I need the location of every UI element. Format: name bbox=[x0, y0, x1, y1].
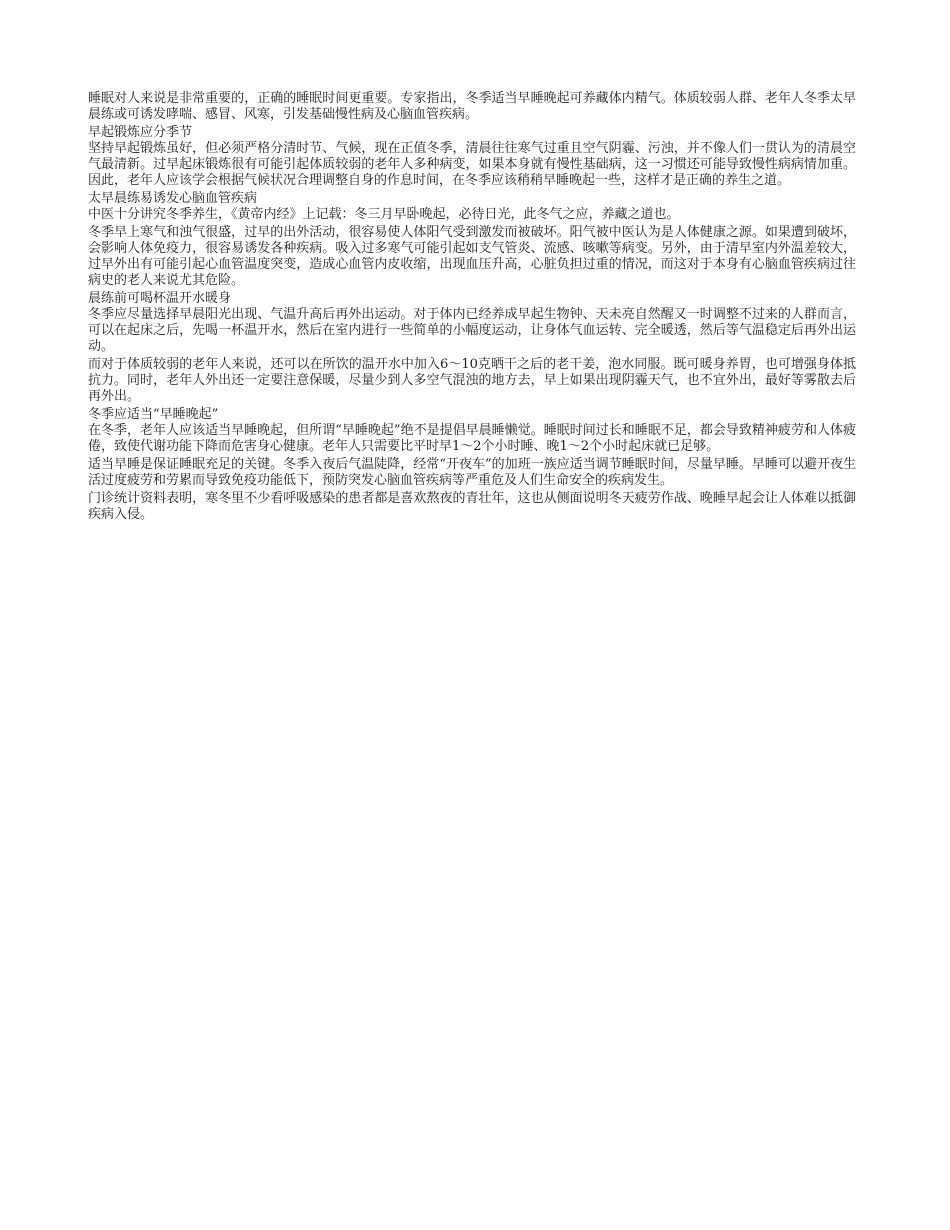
paragraph-sleep-key: 适当早睡是保证睡眠充足的关键。冬季入夜后气温陡降，经常“开夜车”的加班一族应适当调节睡眠时间，尽量早睡。早睡可以避开夜生活过度疲劳和劳累而导致免疫功能低下，预防突发心脑血管疾病等严重危及人们生命安全的疾病发生。 bbox=[88, 457, 856, 488]
section-heading-exercise-season: 早起锻炼应分季节 bbox=[88, 125, 193, 140]
section-heading-warm-water: 晨练前可喝杯温开水暖身 bbox=[88, 291, 232, 306]
paragraph-warm-water: 冬季应尽量选择早晨阳光出现、气温升高后再外出运动。对于体内已经养成早起生物钟、天未亮自然醒又一时调整不过来的人群而言，可以在起床之后，先喝一杯温开水，然后在室内进行一些简单的小幅度运动，让身体气血运转、完全暖透，然后等气温稳定后再外出运动。 bbox=[88, 307, 856, 354]
paragraph-sleep-early: 在冬季，老年人应该适当早睡晚起，但所谓“早睡晚起”绝不是提倡早晨睡懒觉。睡眠时间过长和睡眠不足，都会导致精神疲劳和人体疲倦，致使代谢功能下降而危害身心健康。老年人只需要比平时早1～2个小时睡、晚1～2个小时起床就已足够。 bbox=[88, 423, 856, 454]
paragraph-ginger: 而对于体质较弱的老年人来说，还可以在所饮的温开水中加入6～10克晒干之后的老干姜，泡水同服。既可暖身养胃，也可增强身体抵抗力。同时，老年人外出还一定要注意保暖，尽量少到人多空气混浊的地方去，早上如果出现阴霾天气，也不宜外出，最好等雾散去后再外出。 bbox=[88, 357, 856, 404]
paragraph-tcm-quote: 中医十分讲究冬季养生，《黄帝内经》上记载：冬三月早卧晚起，必待日光，此冬气之应，养藏之道也。 bbox=[88, 207, 680, 222]
section-heading-cardio-risk: 太早晨练易诱发心脑血管疾病 bbox=[88, 191, 258, 206]
paragraph-clinic-stats: 门诊统计资料表明，寒冬里不少看呼吸感染的患者都是喜欢熬夜的青壮年，这也从侧面说明冬天疲劳作战、晚睡早起会让人体难以抵御疾病入侵。 bbox=[88, 491, 856, 522]
article-body bbox=[88, 91, 856, 525]
section-heading-sleep-early: 冬季应适当“早睡晚起” bbox=[88, 407, 219, 422]
paragraph-exercise-season: 坚持早起锻炼虽好，但必须严格分清时节、气候，现在正值冬季，清晨往往寒气过重且空气阴霾、污浊，并不像人们一贯认为的清晨空气最清新。过早起床锻炼很有可能引起体质较弱的老年人多种病变，如果本身就有慢性基础病，这一习惯还可能导致慢性病病情加重。因此，老年人应该学会根据气候状况合理调整自身的作息时间，在冬季应该稍稍早睡晚起一些，这样才是正确的养生之道。 bbox=[88, 141, 856, 188]
paragraph-intro: 睡眠对人来说是非常重要的，正确的睡眠时间更重要。专家指出，冬季适当早睡晚起可养藏体内精气。体质较弱人群、老年人冬季太早晨练或可诱发哮喘、感冒、风寒，引发基础慢性病及心脑血管疾病。 bbox=[88, 91, 856, 122]
paragraph-cold-air: 冬季早上寒气和浊气很盛，过早的出外活动，很容易使人体阳气受到激发而被破坏。阳气被中医认为是人体健康之源。如果遭到破坏，会影响人体免疫力，很容易诱发各种疾病。吸入过多寒气可能引起如支气管炎、流感、咳嗽等病变。另外，由于清早室内外温差较大，过早外出有可能引起心血管温度突变，造成心血管内皮收缩，出现血压升高，心脏负担过重的情况，而这对于本身有心脑血管疾病过往病史的老人来说尤其危险。 bbox=[88, 225, 856, 288]
